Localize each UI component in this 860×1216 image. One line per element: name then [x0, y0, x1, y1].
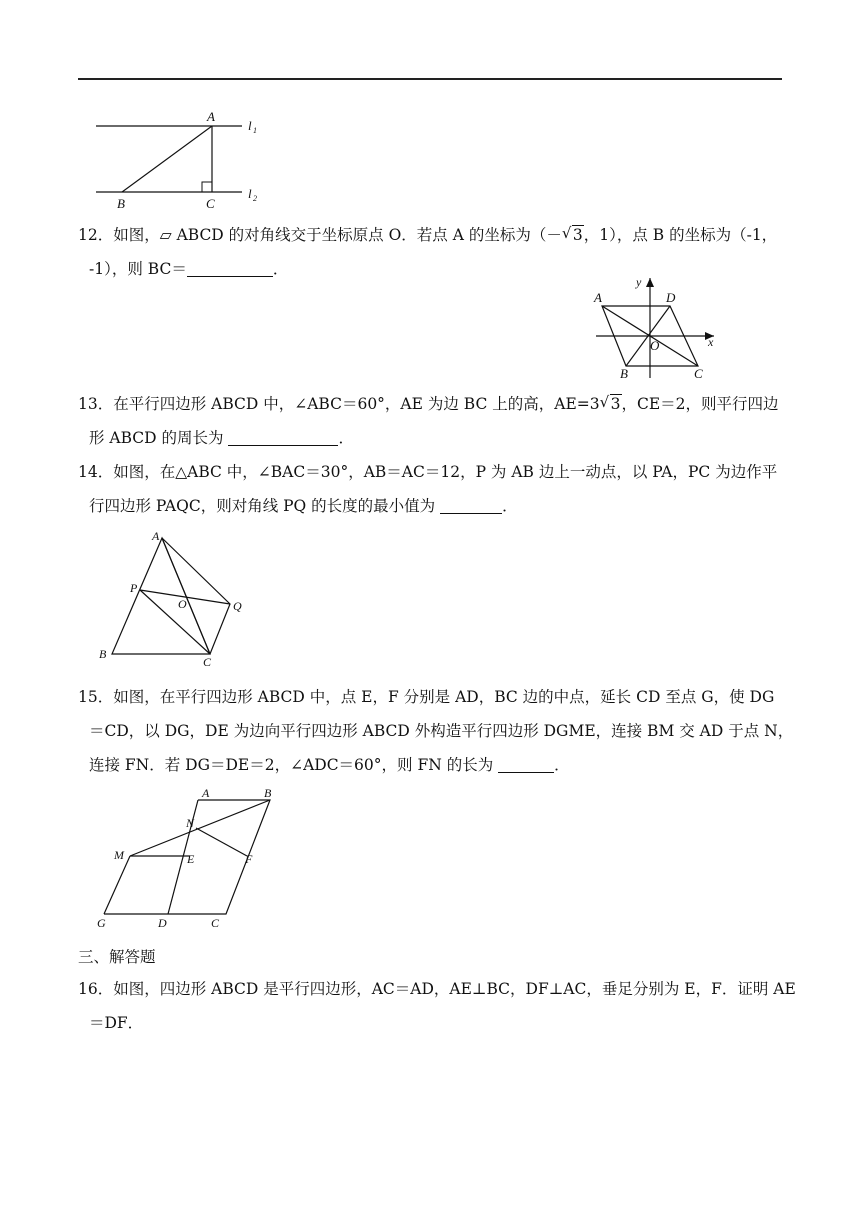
question-15: 15．如图，在平行四边形 ABCD 中，点 E，F 分别是 AD，BC 边的中点，延长 CD 至点 G，使 DG ＝CD，以 DG，DE 为边向平行四边形 ABCD 外构造平行四边形 DGME，连接 BM 交 AD 于点 N， 连接 FN．若 DG＝DE＝2，∠ADC＝60°，则 FN 的长为 ． — [78, 688, 794, 774]
question-13: 13．在平行四边形 ABCD 中，∠ABC＝60°，AE 为边 BC 上的高，AE=3 √ 3，CE＝2，则平行四边 形 ABCD 的周长为 ． — [78, 387, 786, 455]
label-B: B — [264, 786, 272, 800]
answer-blank-15[interactable] — [498, 756, 554, 773]
label-y: y — [636, 275, 642, 289]
label-B: B — [620, 366, 628, 381]
q13-text-1a: 13．在平行四边形 ABCD 中，∠ABC＝60°，AE 为边 BC 上的高，AE=3 — [78, 395, 600, 413]
label-A: A — [594, 290, 602, 305]
figure-q12 — [584, 272, 724, 388]
q15-text-3: 连接 FN．若 DG＝DE＝2，∠ADC＝60°，则 FN 的长为 — [89, 756, 494, 774]
question-16 — [78, 972, 796, 1040]
label-x: x — [708, 335, 714, 349]
label-B: B — [117, 196, 125, 211]
label-M: M — [114, 848, 124, 862]
label-F: F — [245, 852, 253, 866]
label-O: O — [178, 597, 187, 611]
section-heading: 三、解答题 — [78, 948, 156, 966]
q15-text-2: ＝CD，以 DG，DE 为边向平行四边形 ABCD 外构造平行四边形 DGME，连接 BM 交 AD 于点 N， — [89, 722, 794, 740]
q16-text-1: 16．如图，四边形 ABCD 是平行四边形，AC＝AD，AE⊥BC，DF⊥AC，垂足分别为 E，F．证明 AE — [78, 980, 796, 998]
label-C: C — [694, 366, 703, 381]
label-A: A — [152, 529, 160, 543]
answer-blank-14[interactable] — [440, 497, 502, 514]
label-l1: l — [248, 118, 252, 133]
label-O: O — [650, 338, 660, 353]
q16-text-2: ＝DF． — [89, 1014, 144, 1032]
label-C: C — [203, 655, 212, 669]
label-D: D — [158, 916, 167, 930]
label-Q: Q — [233, 599, 242, 613]
figure-q14 — [94, 528, 264, 672]
answer-blank-12[interactable] — [187, 260, 273, 277]
sqrt-3: √ 3 — [599, 393, 621, 413]
label-G: G — [97, 916, 106, 930]
q13-text-2: 形 ABCD 的周长为 — [89, 429, 224, 447]
label-P: P — [130, 581, 138, 595]
label-A: A — [202, 786, 210, 800]
question-14: 14．如图，在△ABC 中，∠BAC＝30°，AB＝AC＝12，P 为 AB 边上一动点，以 PA，PC 为边作平 行四边形 PAQC，则对角线 PQ 的长度的最小值为 ． — [78, 463, 778, 515]
label-A: A — [207, 109, 215, 124]
q15-text-1: 15．如图，在平行四边形 ABCD 中，点 E，F 分别是 AD，BC 边的中点，延长 CD 至点 G，使 DG — [78, 688, 775, 706]
q12-text-2: -1），则 BC＝ — [89, 260, 187, 278]
q14-text-2: 行四边形 PAQC，则对角线 PQ 的长度的最小值为 — [89, 497, 436, 515]
label-B: B — [99, 647, 107, 661]
label-N: N — [186, 816, 195, 830]
label-D: D — [666, 290, 676, 305]
label-l2: l — [248, 186, 252, 201]
figure-q11 — [90, 108, 270, 214]
label-E: E — [187, 852, 195, 866]
label-C: C — [211, 916, 220, 930]
label-l2-sub: 2 — [253, 194, 257, 203]
q13-text-1b: ，CE＝2，则平行四边 — [621, 395, 779, 413]
question-12: 12．如图，▱ ABCD 的对角线交于坐标原点 O．若点 A 的坐标为（－ √ 3，1），点 B 的坐标为（-1， -1），则 BC＝ ． — [78, 218, 786, 286]
q14-text-1: 14．如图，在△ABC 中，∠BAC＝30°，AB＝AC＝12，P 为 AB 边上一动点，以 PA，PC 为边作平 — [78, 463, 778, 481]
label-C: C — [206, 196, 215, 211]
answer-blank-13[interactable] — [228, 429, 338, 446]
figure-q15 — [92, 784, 292, 936]
label-l1-sub: 1 — [253, 126, 257, 135]
q12-text-1a: 12．如图，▱ ABCD 的对角线交于坐标原点 O．若点 A 的坐标为（－ — [78, 226, 562, 244]
q12-text-1b: ，1），点 B 的坐标为（-1， — [583, 226, 778, 244]
sqrt-3: √ 3 — [561, 224, 583, 244]
header-rule — [78, 78, 782, 80]
